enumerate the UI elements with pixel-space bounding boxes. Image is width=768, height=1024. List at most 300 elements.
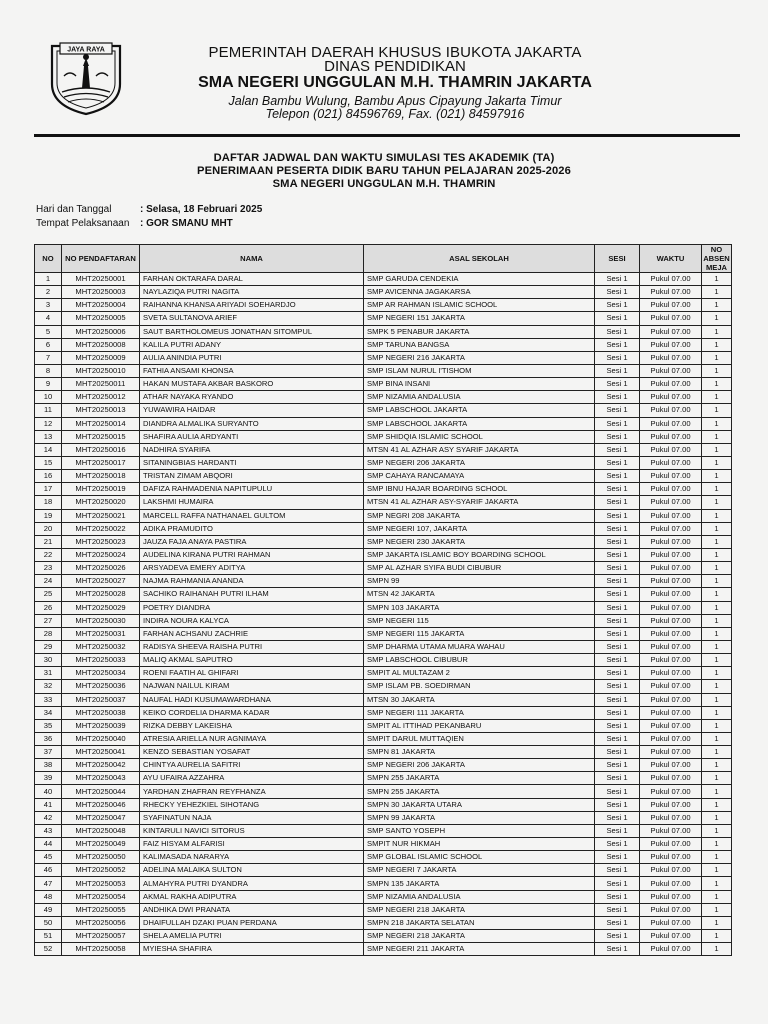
cell-session: Sesi 1: [595, 417, 640, 430]
cell-school: SMP SANTO YOSEPH: [364, 824, 595, 837]
cell-desk: 1: [702, 759, 732, 772]
cell-desk: 1: [702, 338, 732, 351]
cell-registration: MHT20250054: [62, 890, 140, 903]
cell-school: SMP JAKARTA ISLAMIC BOY BOARDING SCHOOL: [364, 548, 595, 561]
cell-time: Pukul 07.00: [640, 312, 702, 325]
cell-name: ATRESIA ARIELLA NUR AGNIMAYA: [140, 732, 364, 745]
cell-no: 40: [35, 785, 62, 798]
cell-name: INDIRA NOURA KALYCA: [140, 614, 364, 627]
cell-no: 38: [35, 759, 62, 772]
cell-no: 49: [35, 903, 62, 916]
cell-name: ADELINA MALAIKA SULTON: [140, 864, 364, 877]
table-row: [35, 785, 732, 798]
cell-school: SMPIT AL MULTAZAM 2: [364, 667, 595, 680]
cell-registration: MHT20250003: [62, 286, 140, 299]
col-header-no: NO: [35, 245, 62, 273]
cell-school: SMPN 30 JAKARTA UTARA: [364, 798, 595, 811]
cell-name: FAIZ HISYAM ALFARISI: [140, 838, 364, 851]
cell-desk: 1: [702, 312, 732, 325]
cell-time: Pukul 07.00: [640, 877, 702, 890]
table-row: [35, 838, 732, 851]
cell-name: SHELA AMELIA PUTRI: [140, 930, 364, 943]
table-row: [35, 286, 732, 299]
cell-desk: 1: [702, 601, 732, 614]
header-phone: Telepon (021) 84596769, Fax. (021) 84597916: [265, 107, 525, 121]
cell-school: SMP NEGRI 208 JAKARTA: [364, 509, 595, 522]
table-row: [35, 732, 732, 745]
svg-text:JAYA RAYA: JAYA RAYA: [67, 46, 105, 54]
cell-desk: 1: [702, 404, 732, 417]
cell-registration: MHT20250037: [62, 693, 140, 706]
cell-name: MARCELL RAFFA NATHANAEL GULTOM: [140, 509, 364, 522]
cell-no: 47: [35, 877, 62, 890]
cell-desk: 1: [702, 614, 732, 627]
cell-no: 51: [35, 930, 62, 943]
table-row: [35, 456, 732, 469]
cell-time: Pukul 07.00: [640, 351, 702, 364]
cell-no: 39: [35, 772, 62, 785]
cell-school: SMP NEGERI 107, JAKARTA: [364, 522, 595, 535]
cell-school: SMPN 81 JAKARTA: [364, 746, 595, 759]
cell-registration: MHT20250023: [62, 535, 140, 548]
cell-no: 17: [35, 483, 62, 496]
cell-registration: MHT20250029: [62, 601, 140, 614]
cell-no: 37: [35, 746, 62, 759]
cell-registration: MHT20250009: [62, 351, 140, 364]
cell-school: SMP NEGERI 115 JAKARTA: [364, 627, 595, 640]
cell-time: Pukul 07.00: [640, 824, 702, 837]
table-row: [35, 706, 732, 719]
cell-time: Pukul 07.00: [640, 417, 702, 430]
cell-school: SMP DHARMA UTAMA MUARA WAHAU: [364, 640, 595, 653]
cell-registration: MHT20250014: [62, 417, 140, 430]
cell-time: Pukul 07.00: [640, 864, 702, 877]
cell-registration: MHT20250016: [62, 443, 140, 456]
table-row: [35, 312, 732, 325]
cell-time: Pukul 07.00: [640, 627, 702, 640]
cell-no: 21: [35, 535, 62, 548]
table-row: [35, 535, 732, 548]
cell-no: 41: [35, 798, 62, 811]
cell-school: SMPN 135 JAKARTA: [364, 877, 595, 890]
cell-school: SMP GLOBAL ISLAMIC SCHOOL: [364, 851, 595, 864]
cell-time: Pukul 07.00: [640, 273, 702, 286]
table-row: [35, 588, 732, 601]
cell-desk: 1: [702, 364, 732, 377]
col-header-registration: NO PENDAFTARAN: [62, 245, 140, 273]
cell-session: Sesi 1: [595, 667, 640, 680]
cell-registration: MHT20250038: [62, 706, 140, 719]
info-place: [36, 218, 233, 229]
cell-session: Sesi 1: [595, 378, 640, 391]
cell-school: SMP CAHAYA RANCAMAYA: [364, 470, 595, 483]
col-header-time: WAKTU: [640, 245, 702, 273]
cell-registration: MHT20250026: [62, 562, 140, 575]
cell-session: Sesi 1: [595, 351, 640, 364]
cell-session: Sesi 1: [595, 877, 640, 890]
table-row: [35, 299, 732, 312]
cell-registration: MHT20250001: [62, 273, 140, 286]
cell-name: SYAFINATUN NAJA: [140, 811, 364, 824]
cell-no: 48: [35, 890, 62, 903]
cell-name: HAKAN MUSTAFA AKBAR BASKORO: [140, 378, 364, 391]
table-row: [35, 404, 732, 417]
cell-time: Pukul 07.00: [640, 838, 702, 851]
cell-school: SMP ISLAM PB. SOEDIRMAN: [364, 680, 595, 693]
cell-time: Pukul 07.00: [640, 811, 702, 824]
cell-desk: 1: [702, 391, 732, 404]
cell-registration: MHT20250024: [62, 548, 140, 561]
cell-desk: 1: [702, 351, 732, 364]
cell-no: 4: [35, 312, 62, 325]
table-header-row: [35, 245, 732, 273]
cell-name: ADIKA PRAMUDITO: [140, 522, 364, 535]
cell-time: Pukul 07.00: [640, 732, 702, 745]
table-row: [35, 667, 732, 680]
cell-session: Sesi 1: [595, 575, 640, 588]
cell-school: SMP LABSCHOOL CIBUBUR: [364, 654, 595, 667]
table-row: [35, 864, 732, 877]
cell-time: Pukul 07.00: [640, 404, 702, 417]
cell-time: Pukul 07.00: [640, 719, 702, 732]
cell-desk: 1: [702, 575, 732, 588]
cell-no: 30: [35, 654, 62, 667]
cell-desk: 1: [702, 903, 732, 916]
table-row: [35, 601, 732, 614]
cell-desk: 1: [702, 890, 732, 903]
cell-no: 14: [35, 443, 62, 456]
cell-session: Sesi 1: [595, 443, 640, 456]
cell-no: 3: [35, 299, 62, 312]
cell-name: ROENI FAATIH AL GHIFARI: [140, 667, 364, 680]
cell-registration: MHT20250042: [62, 759, 140, 772]
cell-no: 42: [35, 811, 62, 824]
cell-time: Pukul 07.00: [640, 535, 702, 548]
table-row: [35, 824, 732, 837]
cell-desk: 1: [702, 286, 732, 299]
cell-name: ARSYADEVA EMERY ADITYA: [140, 562, 364, 575]
table-row: [35, 890, 732, 903]
table-row: [35, 548, 732, 561]
table-row: [35, 364, 732, 377]
cell-name: NAUFAL HADI KUSUMAWARDHANA: [140, 693, 364, 706]
cell-desk: 1: [702, 325, 732, 338]
cell-no: 46: [35, 864, 62, 877]
cell-no: 19: [35, 509, 62, 522]
cell-desk: 1: [702, 470, 732, 483]
cell-school: SMP NIZAMIA ANDALUSIA: [364, 391, 595, 404]
cell-no: 31: [35, 667, 62, 680]
cell-time: Pukul 07.00: [640, 588, 702, 601]
cell-name: NADHIRA SYARIFA: [140, 443, 364, 456]
cell-name: ALMAHYRA PUTRI DYANDRA: [140, 877, 364, 890]
cell-registration: MHT20250033: [62, 654, 140, 667]
cell-desk: 1: [702, 588, 732, 601]
cell-registration: MHT20250058: [62, 943, 140, 956]
table-row: [35, 719, 732, 732]
cell-registration: MHT20250019: [62, 483, 140, 496]
table-row: [35, 851, 732, 864]
cell-registration: MHT20250010: [62, 364, 140, 377]
cell-no: 8: [35, 364, 62, 377]
table-row: [35, 417, 732, 430]
table-row: [35, 325, 732, 338]
cell-time: Pukul 07.00: [640, 667, 702, 680]
cell-no: 52: [35, 943, 62, 956]
cell-no: 9: [35, 378, 62, 391]
cell-name: ATHAR NAYAKA RYANDO: [140, 391, 364, 404]
table-row: [35, 877, 732, 890]
cell-registration: MHT20250020: [62, 496, 140, 509]
cell-time: Pukul 07.00: [640, 693, 702, 706]
cell-desk: 1: [702, 680, 732, 693]
cell-desk: 1: [702, 798, 732, 811]
cell-school: SMP NEGERI 216 JAKARTA: [364, 351, 595, 364]
table-row: [35, 351, 732, 364]
cell-desk: 1: [702, 916, 732, 929]
table-row: [35, 693, 732, 706]
cell-school: SMP NEGERI 151 JAKARTA: [364, 312, 595, 325]
cell-school: SMPN 255 JAKARTA: [364, 772, 595, 785]
cell-school: SMPK 5 PENABUR JAKARTA: [364, 325, 595, 338]
cell-no: 18: [35, 496, 62, 509]
cell-session: Sesi 1: [595, 470, 640, 483]
cell-school: SMP ISLAM NURUL I'TISHOM: [364, 364, 595, 377]
cell-desk: 1: [702, 456, 732, 469]
cell-name: LAKSHMI HUMAIRA: [140, 496, 364, 509]
cell-time: Pukul 07.00: [640, 680, 702, 693]
cell-name: POETRY DIANDRA: [140, 601, 364, 614]
cell-desk: 1: [702, 640, 732, 653]
cell-no: 34: [35, 706, 62, 719]
cell-registration: MHT20250052: [62, 864, 140, 877]
cell-name: SAUT BARTHOLOMEUS JONATHAN SITOMPUL: [140, 325, 364, 338]
header-school-name: SMA NEGERI UNGGULAN M.H. THAMRIN JAKARTA: [198, 74, 592, 91]
cell-name: RHECKY YEHEZKIEL SIHOTANG: [140, 798, 364, 811]
cell-session: Sesi 1: [595, 719, 640, 732]
document-title-line1: DAFTAR JADWAL DAN WAKTU SIMULASI TES AKADEMIK (TA): [213, 152, 555, 164]
cell-no: 1: [35, 273, 62, 286]
cell-session: Sesi 1: [595, 338, 640, 351]
cell-registration: MHT20250047: [62, 811, 140, 824]
cell-desk: 1: [702, 732, 732, 745]
cell-session: Sesi 1: [595, 903, 640, 916]
cell-session: Sesi 1: [595, 680, 640, 693]
cell-time: Pukul 07.00: [640, 851, 702, 864]
cell-session: Sesi 1: [595, 601, 640, 614]
cell-name: SHAFIRA AULIA ARDYANTI: [140, 430, 364, 443]
cell-no: 16: [35, 470, 62, 483]
cell-registration: MHT20250031: [62, 627, 140, 640]
cell-desk: 1: [702, 693, 732, 706]
table-row: [35, 759, 732, 772]
cell-session: Sesi 1: [595, 312, 640, 325]
cell-no: 36: [35, 732, 62, 745]
cell-school: SMP NEGERI 211 JAKARTA: [364, 943, 595, 956]
cell-desk: 1: [702, 824, 732, 837]
cell-time: Pukul 07.00: [640, 325, 702, 338]
cell-name: JAUZA FAJA ANAYA PASTIRA: [140, 535, 364, 548]
document-title-line2: PENERIMAAN PESERTA DIDIK BARU TAHUN PELAJARAN 2025-2026: [197, 165, 571, 177]
cell-name: AKMAL RAKHA ADIPUTRA: [140, 890, 364, 903]
cell-desk: 1: [702, 430, 732, 443]
cell-time: Pukul 07.00: [640, 496, 702, 509]
cell-desk: 1: [702, 548, 732, 561]
cell-registration: MHT20250022: [62, 522, 140, 535]
cell-name: FATHIA ANSAMI KHONSA: [140, 364, 364, 377]
cell-school: SMP NEGERI 115: [364, 614, 595, 627]
cell-school: SMP SHIDQIA ISLAMIC SCHOOL: [364, 430, 595, 443]
cell-registration: MHT20250036: [62, 680, 140, 693]
cell-desk: 1: [702, 483, 732, 496]
date-value: : Selasa, 18 Februari 2025: [140, 204, 263, 215]
cell-session: Sesi 1: [595, 391, 640, 404]
cell-no: 32: [35, 680, 62, 693]
cell-no: 45: [35, 851, 62, 864]
cell-session: Sesi 1: [595, 798, 640, 811]
cell-school: SMPIT NUR HIKMAH: [364, 838, 595, 851]
cell-no: 5: [35, 325, 62, 338]
cell-desk: 1: [702, 667, 732, 680]
cell-session: Sesi 1: [595, 299, 640, 312]
cell-no: 26: [35, 601, 62, 614]
cell-school: SMP AL AZHAR SYIFA BUDI CIBUBUR: [364, 562, 595, 575]
cell-desk: 1: [702, 535, 732, 548]
cell-session: Sesi 1: [595, 364, 640, 377]
cell-registration: MHT20250044: [62, 785, 140, 798]
cell-no: 2: [35, 286, 62, 299]
cell-registration: MHT20250015: [62, 430, 140, 443]
cell-time: Pukul 07.00: [640, 575, 702, 588]
header-divider: [34, 134, 740, 137]
col-header-name: NAMA: [140, 245, 364, 273]
cell-name: KALIMASADA NARARYA: [140, 851, 364, 864]
cell-school: SMPIT AL ITTIHAD PEKANBARU: [364, 719, 595, 732]
cell-session: Sesi 1: [595, 404, 640, 417]
cell-time: Pukul 07.00: [640, 601, 702, 614]
cell-registration: MHT20250004: [62, 299, 140, 312]
table-row: [35, 943, 732, 956]
cell-time: Pukul 07.00: [640, 746, 702, 759]
cell-name: FARHAN OKTARAFA DARAL: [140, 273, 364, 286]
cell-name: YARDHAN ZHAFRAN REYFHANZA: [140, 785, 364, 798]
col-header-session: SESI: [595, 245, 640, 273]
cell-no: 29: [35, 640, 62, 653]
col-header-desk: NO ABSEN MEJA: [703, 245, 730, 272]
cell-school: MTSN 41 AL AZHAR ASY-SYARIF JAKARTA: [364, 496, 595, 509]
cell-desk: 1: [702, 378, 732, 391]
cell-registration: MHT20250056: [62, 916, 140, 929]
cell-school: SMPN 218 JAKARTA SELATAN: [364, 916, 595, 929]
cell-session: Sesi 1: [595, 640, 640, 653]
cell-registration: MHT20250008: [62, 338, 140, 351]
cell-time: Pukul 07.00: [640, 890, 702, 903]
table-row: [35, 496, 732, 509]
table-row: [35, 654, 732, 667]
cell-desk: 1: [702, 943, 732, 956]
cell-session: Sesi 1: [595, 811, 640, 824]
cell-time: Pukul 07.00: [640, 509, 702, 522]
cell-no: 24: [35, 575, 62, 588]
cell-no: 13: [35, 430, 62, 443]
cell-registration: MHT20250043: [62, 772, 140, 785]
cell-session: Sesi 1: [595, 732, 640, 745]
cell-registration: MHT20250013: [62, 404, 140, 417]
cell-no: 44: [35, 838, 62, 851]
cell-session: Sesi 1: [595, 588, 640, 601]
cell-desk: 1: [702, 772, 732, 785]
cell-desk: 1: [702, 273, 732, 286]
cell-name: RIZKA DEBBY LAKEISHA: [140, 719, 364, 732]
cell-no: 22: [35, 548, 62, 561]
cell-registration: MHT20250034: [62, 667, 140, 680]
cell-school: SMP BINA INSANI: [364, 378, 595, 391]
cell-no: 50: [35, 916, 62, 929]
cell-name: NAYLAZIQA PUTRI NAGITA: [140, 286, 364, 299]
cell-session: Sesi 1: [595, 851, 640, 864]
table-row: [35, 575, 732, 588]
table-row: [35, 430, 732, 443]
cell-time: Pukul 07.00: [640, 614, 702, 627]
cell-session: Sesi 1: [595, 430, 640, 443]
cell-school: SMP NEGERI 206 JAKARTA: [364, 456, 595, 469]
cell-no: 6: [35, 338, 62, 351]
cell-school: SMP NEGERI 230 JAKARTA: [364, 535, 595, 548]
cell-desk: 1: [702, 654, 732, 667]
cell-registration: MHT20250055: [62, 903, 140, 916]
cell-time: Pukul 07.00: [640, 640, 702, 653]
cell-name: FARHAN ACHSANU ZACHRIE: [140, 627, 364, 640]
cell-time: Pukul 07.00: [640, 364, 702, 377]
cell-desk: 1: [702, 509, 732, 522]
cell-registration: MHT20250030: [62, 614, 140, 627]
cell-school: SMP NEGERI 218 JAKARTA: [364, 930, 595, 943]
cell-session: Sesi 1: [595, 838, 640, 851]
cell-session: Sesi 1: [595, 654, 640, 667]
cell-session: Sesi 1: [595, 627, 640, 640]
cell-no: 35: [35, 719, 62, 732]
cell-time: Pukul 07.00: [640, 338, 702, 351]
cell-time: Pukul 07.00: [640, 456, 702, 469]
cell-desk: 1: [702, 864, 732, 877]
table-row: [35, 509, 732, 522]
cell-desk: 1: [702, 299, 732, 312]
cell-no: 15: [35, 456, 62, 469]
cell-school: SMP NEGERI 7 JAKARTA: [364, 864, 595, 877]
cell-name: KINTARULI NAVICI SITORUS: [140, 824, 364, 837]
cell-time: Pukul 07.00: [640, 798, 702, 811]
cell-session: Sesi 1: [595, 759, 640, 772]
cell-no: 43: [35, 824, 62, 837]
cell-school: SMP NIZAMIA ANDALUSIA: [364, 890, 595, 903]
cell-session: Sesi 1: [595, 522, 640, 535]
cell-time: Pukul 07.00: [640, 378, 702, 391]
cell-registration: MHT20250018: [62, 470, 140, 483]
cell-registration: MHT20250028: [62, 588, 140, 601]
cell-session: Sesi 1: [595, 693, 640, 706]
place-value: : GOR SMANU MHT: [140, 218, 233, 229]
cell-time: Pukul 07.00: [640, 299, 702, 312]
cell-time: Pukul 07.00: [640, 930, 702, 943]
cell-registration: MHT20250057: [62, 930, 140, 943]
cell-name: YUWAWIRA HAIDAR: [140, 404, 364, 417]
cell-school: SMP LABSCHOOL JAKARTA: [364, 417, 595, 430]
header-government: PEMERINTAH DAERAH KHUSUS IBUKOTA JAKARTA: [208, 44, 582, 61]
table-row: [35, 930, 732, 943]
cell-desk: 1: [702, 496, 732, 509]
cell-session: Sesi 1: [595, 325, 640, 338]
table-row: [35, 680, 732, 693]
